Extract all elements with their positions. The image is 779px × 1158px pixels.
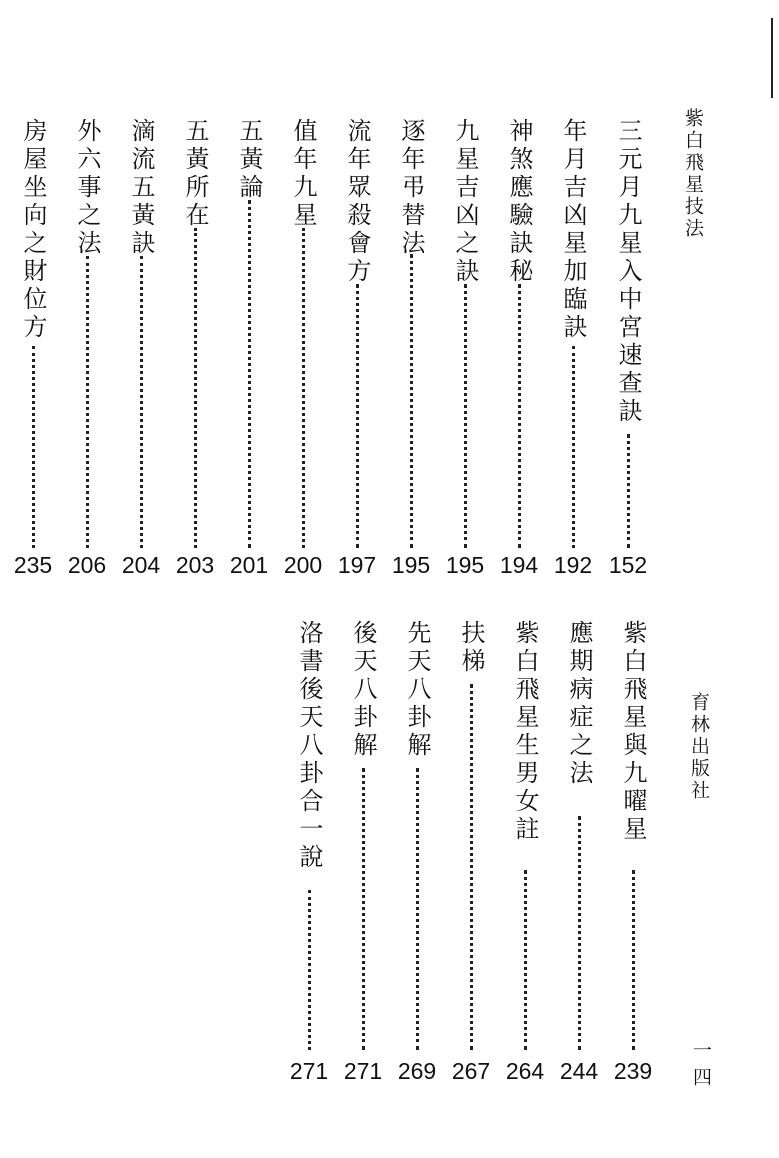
toc-entry-page: 271 xyxy=(343,1058,383,1084)
dotted-leader xyxy=(86,256,89,548)
toc-entry-title: 流年眾殺會方 xyxy=(343,118,371,286)
dotted-leader xyxy=(302,228,305,548)
dotted-leader xyxy=(524,870,527,1050)
dotted-leader xyxy=(308,890,311,1050)
page-edge-line xyxy=(771,18,773,98)
toc-entry-title: 神煞應驗訣秘 xyxy=(505,118,533,286)
toc-entry-page: 195 xyxy=(445,552,485,578)
toc-entry-page: 244 xyxy=(559,1058,599,1084)
dotted-leader xyxy=(470,684,473,1050)
toc-entry-title: 扶梯 xyxy=(457,620,485,676)
toc-entry-page: 201 xyxy=(229,552,269,578)
toc-entry-title: 五黃所在 xyxy=(181,118,209,230)
toc-entry-page: 271 xyxy=(289,1058,329,1084)
dotted-leader xyxy=(194,228,197,548)
toc-entry-page: 192 xyxy=(553,552,593,578)
dotted-leader xyxy=(416,768,419,1050)
dotted-leader xyxy=(140,256,143,548)
publisher-name: 育林出版社 xyxy=(688,692,710,802)
dotted-leader xyxy=(518,284,521,548)
toc-entry-page: 197 xyxy=(337,552,377,578)
toc-entry-page: 264 xyxy=(505,1058,545,1084)
dotted-leader xyxy=(356,284,359,548)
toc-entry-title: 三元月九星入中宮速查訣 xyxy=(614,118,642,426)
toc-entry-page: 203 xyxy=(175,552,215,578)
toc-entry-page: 152 xyxy=(608,552,648,578)
toc-entry-title: 後天八卦解 xyxy=(349,620,377,760)
dotted-leader xyxy=(248,200,251,548)
toc-entry-title: 房屋坐向之財位方 xyxy=(19,118,47,342)
toc-entry-title: 紫白飛星生男女註 xyxy=(511,620,539,844)
toc-entry-page: 206 xyxy=(67,552,107,578)
toc-entry-title: 逐年弔替法 xyxy=(397,118,425,258)
toc-entry-page: 235 xyxy=(13,552,53,578)
toc-entry-title: 值年九星 xyxy=(289,118,317,230)
dotted-leader xyxy=(32,346,35,548)
dotted-leader xyxy=(632,870,635,1050)
toc-entry-title: 滴流五黃訣 xyxy=(127,118,155,258)
toc-entry-title: 外六事之法 xyxy=(73,118,101,258)
dotted-leader xyxy=(572,346,575,548)
toc-entry-page: 269 xyxy=(397,1058,437,1084)
toc-entry-page: 200 xyxy=(283,552,323,578)
book-title: 紫白飛星技法 xyxy=(682,108,704,240)
toc-entry-title: 應期病症之法 xyxy=(565,620,593,788)
toc-entry-page: 239 xyxy=(613,1058,653,1084)
dotted-leader xyxy=(578,816,581,1050)
dotted-leader xyxy=(627,434,630,548)
toc-entry-title: 先天八卦解 xyxy=(403,620,431,760)
toc-entry-title: 紫白飛星與九曜星 xyxy=(619,620,647,844)
dotted-leader xyxy=(464,284,467,548)
toc-entry-title: 年月吉凶星加臨訣 xyxy=(559,118,587,342)
toc-entry-title: 洛書後天八卦合一說 xyxy=(295,620,323,872)
dotted-leader xyxy=(410,254,413,548)
toc-entry-page: 204 xyxy=(121,552,161,578)
toc-entry-page: 267 xyxy=(451,1058,491,1084)
toc-entry-title: 五黃論 xyxy=(235,118,263,202)
toc-entry-page: 194 xyxy=(499,552,539,578)
dotted-leader xyxy=(362,768,365,1050)
page-number: 一四 xyxy=(690,1040,712,1094)
toc-entry-title: 九星吉凶之訣 xyxy=(451,118,479,286)
toc-entry-page: 195 xyxy=(391,552,431,578)
